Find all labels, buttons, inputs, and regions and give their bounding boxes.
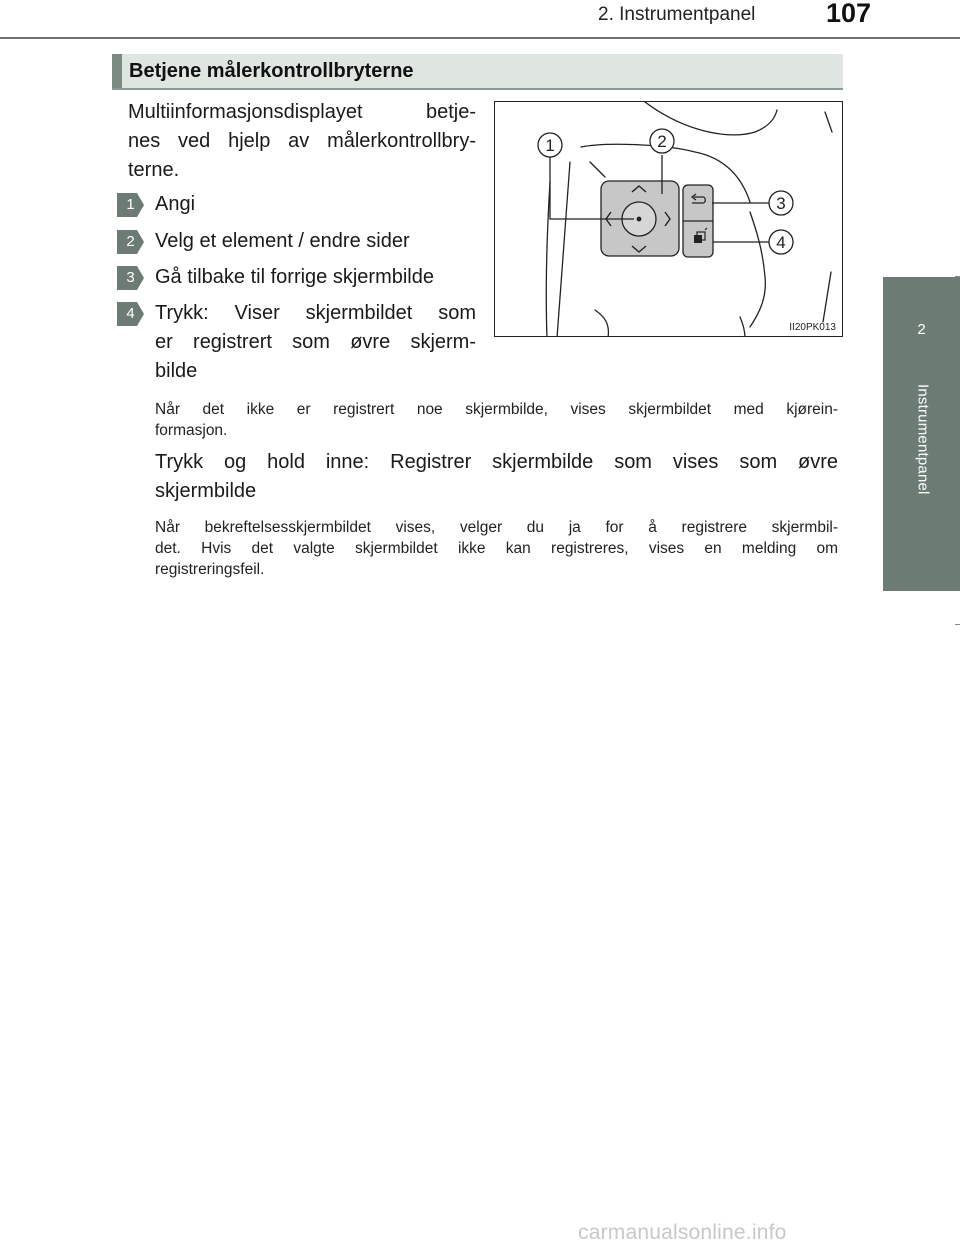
note-line: registreringsfeil. [155,561,265,578]
crop-mark [955,624,960,625]
hold-press-line: Trykk og hold inne: Registrer skjermbilde som vises som øvre [155,451,838,473]
item-text: er registrert som øvre skjerm- [155,331,476,353]
note-line: det. Hvis det valgte skjermbildet ikke kan registreres, vises en melding om [155,540,838,557]
section-heading [112,54,843,90]
callout-1: 1 [545,136,555,155]
intro-line: nes ved hjelp av målerkontrollbry- [128,130,476,152]
note-line: formasjon. [155,422,228,439]
chapter-label-box [893,384,953,584]
item-text: Gå tilbake til forrige skjermbilde [155,266,434,288]
callout-3: 3 [776,194,786,213]
item-text: bilde [155,360,198,382]
steering-switch-drawing [495,102,843,337]
note-line: Når bekreftelsesskjermbildet vises, velger du ja for å registrere skjermbil- [155,519,838,536]
chapter-label: Instrumentpanel [914,384,932,495]
running-header-section: 2. Instrumentpanel [598,4,756,25]
chapter-side-tab [883,277,960,591]
callout-2: 2 [657,132,667,151]
watermark: carmanualsonline.info [578,1221,787,1244]
item-number-badge [117,266,144,290]
section-heading-bar [112,54,122,88]
page-number: 107 [826,0,872,28]
item-text: Angi [155,193,196,215]
item-number: 3 [126,269,135,286]
item-number-badge [117,230,144,254]
header-rule [0,37,960,39]
figure-code: II20PK013 [789,322,836,333]
callout-4: 4 [776,233,786,252]
intro-line: terne. [128,159,180,181]
hold-press-line: skjermbilde [155,480,257,502]
item-number: 2 [126,233,135,250]
intro-line: Multiinformasjonsdisplayet betje- [128,101,476,123]
note-line: Når det ikke er registrert noe skjermbilde, vises skjermbildet med kjørein- [155,401,838,418]
item-text: Trykk: Viser skjermbildet som [155,302,476,324]
item-number: 4 [126,305,135,322]
crop-mark [955,276,960,277]
section-title: Betjene målerkontrollbryterne [129,60,414,82]
steering-switch-illustration [494,101,843,337]
item-text: Velg et element / endre sider [155,230,410,252]
item-number-badge [117,302,144,326]
chapter-number: 2 [917,321,926,338]
item-number: 1 [126,196,135,213]
item-number-badge [117,193,144,217]
